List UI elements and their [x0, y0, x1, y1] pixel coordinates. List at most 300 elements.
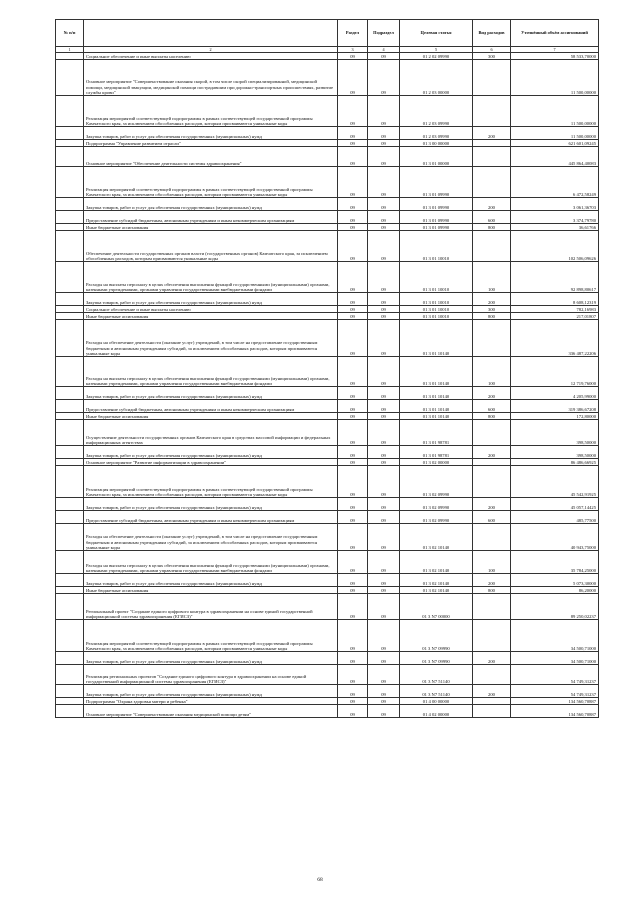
row-amount: 35 784,25000 [511, 551, 599, 574]
row-subsection: 09 [368, 198, 400, 211]
row-name: Реализация мероприятий соответствующей подпрограммы в рамках соответствующей государственной программы Камчатского края, за исключением обособленных расходов, которым присваиваются уникальные коды [84, 167, 338, 198]
table-row [56, 551, 599, 574]
table-row [56, 594, 599, 620]
column-number: 3 [338, 47, 368, 53]
table-row [56, 293, 599, 306]
row-section: 09 [338, 211, 368, 224]
row-subsection: 09 [368, 313, 400, 320]
row-name: Закупка товаров, работ и услуг для обеспечения государственных (муниципальных) нужд [84, 574, 338, 587]
row-expense-type [473, 320, 511, 357]
header-num: № п/п [56, 20, 84, 47]
table-row [56, 466, 599, 498]
row-expense-type: 800 [473, 413, 511, 420]
row-number [56, 231, 84, 262]
row-number [56, 224, 84, 231]
row-number [56, 293, 84, 306]
row-number [56, 498, 84, 511]
row-subsection: 09 [368, 524, 400, 551]
row-expense-type [473, 466, 511, 498]
row-expense-type [473, 524, 511, 551]
table-row [56, 574, 599, 587]
row-name: Расходы на выплаты персоналу в целях обеспечения выполнения функций государственными (муниципальными) органами, казенными учреждениями, органами управления государственными внебюджетными фондами [84, 551, 338, 574]
table-row [56, 127, 599, 140]
row-subsection: 09 [368, 96, 400, 127]
row-number [56, 53, 84, 60]
row-target-article: 01 3 01 10140 [400, 400, 473, 413]
row-amount: 134 560,70887 [511, 705, 599, 718]
row-target-article: 01 3 01 09990 [400, 198, 473, 211]
row-expense-type: 800 [473, 313, 511, 320]
row-name: Предоставление субсидий бюджетным, автономным учреждениям и иным некоммерческим организациям [84, 211, 338, 224]
row-target-article: 01 3 01 10010 [400, 293, 473, 306]
table-row [56, 511, 599, 524]
table-row [56, 420, 599, 446]
row-name: Региональный проект "Создание единого цифрового контура в здравоохранении на основе единой государственной информационной системы здравоохранения (ЕГИСЗ)" [84, 594, 338, 620]
table-row [56, 224, 599, 231]
row-expense-type: 100 [473, 357, 511, 387]
row-expense-type: 200 [473, 574, 511, 587]
row-expense-type: 300 [473, 53, 511, 60]
row-section: 09 [338, 698, 368, 705]
row-expense-type: 800 [473, 587, 511, 594]
row-expense-type [473, 459, 511, 466]
row-amount: 54 749,31237 [511, 665, 599, 685]
row-subsection: 09 [368, 231, 400, 262]
table-row [56, 387, 599, 400]
row-number [56, 198, 84, 211]
row-subsection: 09 [368, 306, 400, 313]
row-target-article: 01 3 01 00000 [400, 147, 473, 167]
row-number [56, 313, 84, 320]
table-row [56, 459, 599, 466]
row-number [56, 262, 84, 293]
row-amount: 86,20000 [511, 587, 599, 594]
row-number [56, 306, 84, 313]
row-subsection: 09 [368, 498, 400, 511]
row-subsection: 09 [368, 511, 400, 524]
table-row [56, 498, 599, 511]
row-section: 09 [338, 551, 368, 574]
table-row [56, 320, 599, 357]
row-section: 09 [338, 357, 368, 387]
row-subsection: 09 [368, 127, 400, 140]
row-section: 09 [338, 413, 368, 420]
row-subsection: 09 [368, 413, 400, 420]
row-section: 09 [338, 594, 368, 620]
row-name: Закупка товаров, работ и услуг для обеспечения государственных (муниципальных) нужд [84, 498, 338, 511]
budget-table [55, 19, 599, 718]
row-expense-type [473, 167, 511, 198]
row-target-article: 01 3 01 10010 [400, 306, 473, 313]
row-target-article: 01 2 03 09990 [400, 96, 473, 127]
row-number [56, 387, 84, 400]
row-target-article: 01 2 03 09990 [400, 127, 473, 140]
row-expense-type: 600 [473, 400, 511, 413]
row-expense-type: 100 [473, 551, 511, 574]
row-name: Иные бюджетные ассигнования [84, 587, 338, 594]
row-name: Иные бюджетные ассигнования [84, 313, 338, 320]
table-row [56, 262, 599, 293]
row-target-article: 01 3 01 09990 [400, 167, 473, 198]
row-amount: 398,50000 [511, 446, 599, 459]
row-subsection: 09 [368, 224, 400, 231]
row-section: 09 [338, 147, 368, 167]
row-number [56, 665, 84, 685]
row-number [56, 698, 84, 705]
row-number [56, 446, 84, 459]
row-expense-type [473, 231, 511, 262]
row-amount: 217,01807 [511, 313, 599, 320]
row-name: Предоставление субсидий бюджетным, автономным учреждениям и иным некоммерческим организациям [84, 511, 338, 524]
row-subsection: 09 [368, 167, 400, 198]
row-amount: 3 061,36703 [511, 198, 599, 211]
table-row [56, 198, 599, 211]
row-expense-type: 200 [473, 293, 511, 306]
row-target-article: 01 3 01 10010 [400, 313, 473, 320]
row-number [56, 127, 84, 140]
table-row [56, 53, 599, 60]
row-section: 09 [338, 198, 368, 211]
row-section: 09 [338, 320, 368, 357]
row-amount: 45 057,14425 [511, 498, 599, 511]
row-subsection: 09 [368, 652, 400, 665]
row-name: Реализация мероприятий соответствующей подпрограммы в рамках соответствующей государственной программы Камчатского края, за исключением обособленных расходов, которым присваиваются уникальные коды [84, 96, 338, 127]
table-row [56, 167, 599, 198]
row-subsection: 09 [368, 400, 400, 413]
row-number [56, 551, 84, 574]
row-subsection: 09 [368, 459, 400, 466]
row-section: 09 [338, 224, 368, 231]
column-number: 7 [511, 47, 599, 53]
row-expense-type [473, 60, 511, 96]
row-expense-type: 100 [473, 262, 511, 293]
row-amount: 3 374,79780 [511, 211, 599, 224]
row-number [56, 587, 84, 594]
table-row [56, 140, 599, 147]
table-row [56, 147, 599, 167]
row-amount: 11 500,00000 [511, 60, 599, 96]
row-subsection: 09 [368, 551, 400, 574]
row-amount: 11 500,00000 [511, 96, 599, 127]
row-amount: 89 250,02237 [511, 594, 599, 620]
row-subsection: 09 [368, 387, 400, 400]
table-row [56, 685, 599, 698]
row-section: 09 [338, 665, 368, 685]
row-subsection: 09 [368, 53, 400, 60]
row-number [56, 140, 84, 147]
row-expense-type [473, 594, 511, 620]
row-name: Закупка товаров, работ и услуг для обеспечения государственных (муниципальных) нужд [84, 127, 338, 140]
row-subsection: 09 [368, 446, 400, 459]
row-amount: 40 943,75000 [511, 524, 599, 551]
table-row [56, 313, 599, 320]
row-amount: 6 472,58249 [511, 167, 599, 198]
row-name: Расходы на выплаты персоналу в целях обеспечения выполнения функций государственными (муниципальными) органами, казенными учреждениями, органами управления государственными внебюджетными фондами [84, 262, 338, 293]
table-row [56, 400, 599, 413]
row-expense-type [473, 420, 511, 446]
row-number [56, 652, 84, 665]
row-section: 09 [338, 446, 368, 459]
row-section: 09 [338, 140, 368, 147]
row-section: 09 [338, 652, 368, 665]
table-row [56, 524, 599, 551]
row-amount: 45 542,91925 [511, 466, 599, 498]
row-section: 09 [338, 498, 368, 511]
row-target-article: 01 3 N7 09990 [400, 620, 473, 652]
row-name: Подпрограмма "Охрана здоровья матери и ребенка" [84, 698, 338, 705]
row-section: 09 [338, 511, 368, 524]
row-name: Подпрограмма "Управление развитием отрасли" [84, 140, 338, 147]
row-target-article: 01 3 01 98781 [400, 420, 473, 446]
row-subsection: 09 [368, 594, 400, 620]
row-subsection: 09 [368, 620, 400, 652]
row-section: 09 [338, 420, 368, 446]
row-target-article: 01 2 03 00000 [400, 60, 473, 96]
row-section: 09 [338, 60, 368, 96]
row-name: Иные бюджетные ассигнования [84, 413, 338, 420]
row-number [56, 574, 84, 587]
table-row [56, 96, 599, 127]
row-section: 09 [338, 293, 368, 306]
row-section: 09 [338, 685, 368, 698]
row-section: 09 [338, 231, 368, 262]
row-name: Реализация мероприятий соответствующей подпрограммы в рамках соответствующей государственной программы Камчатского края, за исключением обособленных расходов, которым присваиваются уникальные коды [84, 620, 338, 652]
column-number: 6 [473, 47, 511, 53]
row-amount: 8 608,12319 [511, 293, 599, 306]
row-expense-type: 200 [473, 685, 511, 698]
table-row [56, 211, 599, 224]
row-name: Реализация региональных проектов "Создание единого цифрового контура в здравоохранении на основе единой государственной информационной системы здравоохранения (ЕГИСЗ)" [84, 665, 338, 685]
header-amount: Уточнённый объём ассигнований [511, 20, 599, 47]
row-amount: 34 500,71000 [511, 620, 599, 652]
header-row [56, 20, 599, 47]
row-subsection: 09 [368, 685, 400, 698]
row-expense-type: 200 [473, 652, 511, 665]
row-amount: 336 487,22206 [511, 320, 599, 357]
row-target-article: 01 3 N7 51140 [400, 665, 473, 685]
row-target-article: 01 3 02 09990 [400, 466, 473, 498]
row-subsection: 09 [368, 420, 400, 446]
row-section: 09 [338, 574, 368, 587]
row-target-article: 01 3 01 10140 [400, 320, 473, 357]
page-number: 68 [317, 877, 323, 883]
row-section: 09 [338, 400, 368, 413]
row-target-article: 01 3 01 10140 [400, 387, 473, 400]
row-subsection: 09 [368, 357, 400, 387]
row-amount: 319 386,67208 [511, 400, 599, 413]
row-name: Закупка товаров, работ и услуг для обеспечения государственных (муниципальных) нужд [84, 685, 338, 698]
table-row [56, 306, 599, 313]
row-target-article: 01 4 00 00000 [400, 698, 473, 705]
row-amount: 621 601,09245 [511, 140, 599, 147]
row-name: Обеспечение деятельности государственных органов власти (государственных органов) Камчатского края, за исключением обособленных расходов, которым присваиваются уникальные коды [84, 231, 338, 262]
row-amount: 36,61766 [511, 224, 599, 231]
row-section: 09 [338, 705, 368, 718]
row-name: Социальное обеспечение и иные выплаты населению [84, 53, 338, 60]
row-expense-type: 600 [473, 211, 511, 224]
row-target-article: 01 4 02 00000 [400, 705, 473, 718]
row-number [56, 420, 84, 446]
row-target-article: 01 2 02 09990 [400, 53, 473, 60]
row-number [56, 524, 84, 551]
row-expense-type [473, 665, 511, 685]
row-number [56, 400, 84, 413]
row-name: Основное мероприятие "Развитие информатизации в здравоохранении" [84, 459, 338, 466]
header-target: Целевая статья [400, 20, 473, 47]
header-exptype: Вид расходов [473, 20, 511, 47]
row-amount: 11 500,00000 [511, 127, 599, 140]
row-target-article: 01 3 02 09990 [400, 511, 473, 524]
row-target-article: 01 3 02 09990 [400, 498, 473, 511]
column-number: 2 [84, 47, 338, 53]
row-section: 09 [338, 524, 368, 551]
row-target-article: 01 3 02 10140 [400, 587, 473, 594]
row-section: 09 [338, 167, 368, 198]
row-target-article: 01 3 02 10140 [400, 524, 473, 551]
row-subsection: 09 [368, 665, 400, 685]
row-number [56, 167, 84, 198]
row-subsection: 09 [368, 705, 400, 718]
row-amount: 54 749,31237 [511, 685, 599, 698]
row-number [56, 357, 84, 387]
row-expense-type: 200 [473, 446, 511, 459]
row-section: 09 [338, 620, 368, 652]
row-name: Основное мероприятие "Совершенствование оказания скорой, в том числе скорой специализированной, медицинской помощи, медицинской эвакуации, медицинской помощи пострадавшим при дорожно-транспортных происшествиях, развитие службы крови" [84, 60, 338, 96]
header-name [84, 20, 338, 47]
row-expense-type: 800 [473, 224, 511, 231]
row-amount: 12 719,76000 [511, 357, 599, 387]
table-row [56, 698, 599, 705]
row-target-article: 01 3 02 10140 [400, 551, 473, 574]
row-amount: 485,77500 [511, 511, 599, 524]
column-number: 1 [56, 47, 84, 53]
row-amount: 134 560,70887 [511, 698, 599, 705]
row-subsection: 09 [368, 466, 400, 498]
row-subsection: 09 [368, 587, 400, 594]
header-section: Раздел [338, 20, 368, 47]
row-amount: 86 486,66925 [511, 459, 599, 466]
table-row [56, 587, 599, 594]
row-expense-type: 200 [473, 127, 511, 140]
row-amount: 398,50000 [511, 420, 599, 446]
row-target-article: 01 3 01 10140 [400, 357, 473, 387]
row-amount: 5 073,30000 [511, 574, 599, 587]
row-target-article: 01 3 02 10140 [400, 574, 473, 587]
table-row [56, 620, 599, 652]
row-section: 09 [338, 387, 368, 400]
row-target-article: 01 3 01 10010 [400, 231, 473, 262]
row-number [56, 413, 84, 420]
column-number: 4 [368, 47, 400, 53]
row-name: Расходы на обеспечение деятельности (оказание услуг) учреждений, в том числе на предоставление государственным бюджетным и автономным учреждениям субсидий, за исключением обособленных расходов, которым присваиваются уникальные коды [84, 524, 338, 551]
row-name: Основное мероприятие "Обеспечение деятельности системы здравоохранения" [84, 147, 338, 167]
row-number [56, 594, 84, 620]
row-subsection: 09 [368, 698, 400, 705]
row-section: 09 [338, 127, 368, 140]
row-name: Закупка товаров, работ и услуг для обеспечения государственных (муниципальных) нужд [84, 387, 338, 400]
row-amount: 102 506,09626 [511, 231, 599, 262]
row-amount: 92 898,80617 [511, 262, 599, 293]
row-amount: 4 205,99000 [511, 387, 599, 400]
table-body [56, 53, 599, 718]
row-name: Закупка товаров, работ и услуг для обеспечения государственных (муниципальных) нужд [84, 446, 338, 459]
row-amount: 445 864,40083 [511, 147, 599, 167]
row-section: 09 [338, 53, 368, 60]
row-subsection: 09 [368, 211, 400, 224]
table-row [56, 652, 599, 665]
row-number [56, 96, 84, 127]
table-row [56, 60, 599, 96]
row-subsection: 09 [368, 262, 400, 293]
row-name: Иные бюджетные ассигнования [84, 224, 338, 231]
row-expense-type [473, 147, 511, 167]
row-name: Реализация мероприятий соответствующей подпрограммы в рамках соответствующей государственной программы Камчатского края, за исключением обособленных расходов, которым присваиваются уникальные коды [84, 466, 338, 498]
row-section: 09 [338, 466, 368, 498]
row-target-article: 01 3 02 00000 [400, 459, 473, 466]
row-name: Закупка товаров, работ и услуг для обеспечения государственных (муниципальных) нужд [84, 198, 338, 211]
row-expense-type: 600 [473, 511, 511, 524]
row-amount: 782,16983 [511, 306, 599, 313]
row-section: 09 [338, 587, 368, 594]
row-expense-type: 200 [473, 387, 511, 400]
row-target-article: 01 3 01 09990 [400, 211, 473, 224]
row-expense-type: 200 [473, 498, 511, 511]
column-number: 5 [400, 47, 473, 53]
row-number [56, 466, 84, 498]
row-subsection: 09 [368, 574, 400, 587]
row-target-article: 01 3 01 10010 [400, 262, 473, 293]
row-number [56, 511, 84, 524]
table-row [56, 705, 599, 718]
row-name: Социальное обеспечение и иные выплаты населению [84, 306, 338, 313]
row-subsection: 09 [368, 293, 400, 306]
row-expense-type [473, 698, 511, 705]
row-number [56, 705, 84, 718]
row-number [56, 685, 84, 698]
row-target-article: 01 3 N7 09990 [400, 652, 473, 665]
row-amount: 172,80000 [511, 413, 599, 420]
row-section: 09 [338, 96, 368, 127]
row-name: Предоставление субсидий бюджетным, автономным учреждениям и иным некоммерческим организациям [84, 400, 338, 413]
row-number [56, 147, 84, 167]
table-row [56, 446, 599, 459]
row-section: 09 [338, 262, 368, 293]
table-row [56, 357, 599, 387]
row-section: 09 [338, 459, 368, 466]
row-name: Расходы на обеспечение деятельности (оказание услуг) учреждений, в том числе на предоставление государственным бюджетным и автономным учреждениям субсидий, за исключением обособленных расходов, которым присваиваются уникальные коды [84, 320, 338, 357]
row-name: Расходы на выплаты персоналу в целях обеспечения выполнения функций государственными (муниципальными) органами, казенными учреждениями, органами управления государственными внебюджетными фондами [84, 357, 338, 387]
row-expense-type [473, 705, 511, 718]
row-target-article: 01 3 N7 51140 [400, 685, 473, 698]
row-target-article: 01 3 01 98781 [400, 446, 473, 459]
row-number [56, 60, 84, 96]
row-target-article: 01 3 01 09990 [400, 224, 473, 231]
row-subsection: 09 [368, 320, 400, 357]
row-name: Закупка товаров, работ и услуг для обеспечения государственных (муниципальных) нужд [84, 293, 338, 306]
row-amount: 34 500,71000 [511, 652, 599, 665]
row-expense-type [473, 620, 511, 652]
row-expense-type: 200 [473, 198, 511, 211]
row-target-article: 01 3 N7 00000 [400, 594, 473, 620]
row-expense-type [473, 140, 511, 147]
row-name: Осуществление деятельности государственных органов Камчатского края в средствах массовой информации и федеральных информационных агентствах [84, 420, 338, 446]
table-row [56, 413, 599, 420]
table-row [56, 231, 599, 262]
row-number [56, 620, 84, 652]
row-number [56, 459, 84, 466]
row-target-article: 01 3 00 00000 [400, 140, 473, 147]
row-section: 09 [338, 313, 368, 320]
